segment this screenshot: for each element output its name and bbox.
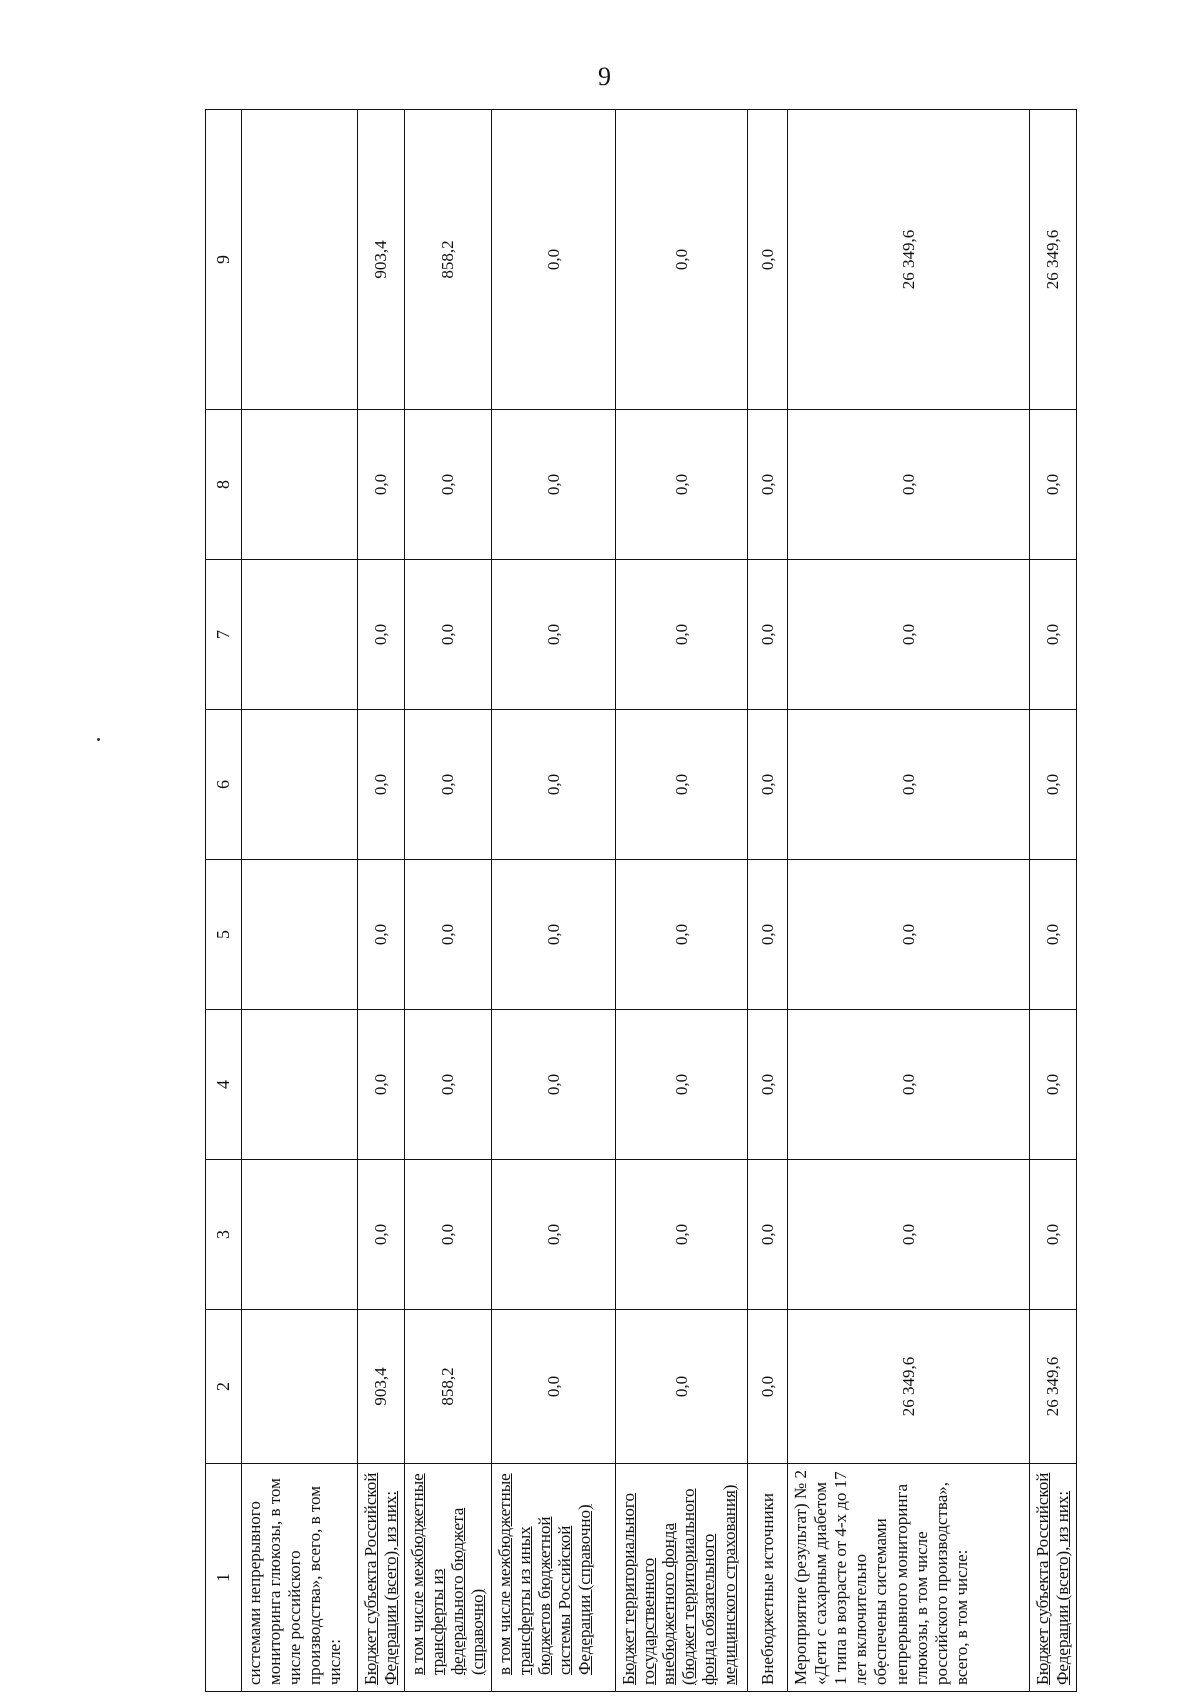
table-cell (242, 710, 358, 860)
table-cell: 0,0 (616, 860, 748, 1010)
table-cell: 0,0 (358, 860, 405, 1010)
table-cell: 0,0 (788, 1160, 1030, 1310)
table-cell (242, 410, 358, 560)
table-cell: 0,0 (358, 410, 405, 560)
table-row (616, 110, 748, 1692)
table-cell: 0,0 (616, 410, 748, 560)
row-label: Мероприятие (результат) № 2 «Дети с сахарным диабетом 1 типа в возрасте от 4-х до 17 лет включительно обеспечены системами непрерывного мониторинга глюкозы, в том числе российского производства», всего, в том числе: (788, 1464, 1030, 1692)
table-cell: 0,0 (492, 1010, 616, 1160)
table-cell: 26 349,6 (1030, 1310, 1077, 1464)
table-cell: 0,0 (748, 1160, 788, 1310)
table-cell: 26 349,6 (788, 1310, 1030, 1464)
table-header-row (206, 110, 242, 1692)
table-cell: 0,0 (748, 1310, 788, 1464)
table-cell: 0,0 (788, 1010, 1030, 1160)
table-cell: 0,0 (1030, 410, 1077, 560)
table-cell (242, 110, 358, 410)
table-cell (242, 1160, 358, 1310)
table-cell: 0,0 (358, 560, 405, 710)
column-header: 7 (206, 560, 242, 710)
table-cell: 0,0 (1030, 860, 1077, 1010)
table-cell: 0,0 (788, 710, 1030, 860)
table-cell (242, 1310, 358, 1464)
table-cell: 0,0 (616, 710, 748, 860)
column-header: 2 (206, 1310, 242, 1464)
table-cell: 0,0 (616, 1160, 748, 1310)
table-cell: 0,0 (405, 410, 492, 560)
row-label: Внебюджетные источники (748, 1464, 788, 1692)
table-cell: 0,0 (748, 410, 788, 560)
table-cell: 0,0 (748, 860, 788, 1010)
table-cell: 0,0 (492, 860, 616, 1010)
budget-table (205, 109, 1077, 1692)
rotated-table-wrapper (205, 110, 1073, 1692)
table-cell: 0,0 (492, 1160, 616, 1310)
table-cell: 0,0 (492, 410, 616, 560)
table-cell: 26 349,6 (1030, 110, 1077, 410)
table-cell: 0,0 (1030, 1010, 1077, 1160)
table-cell: 0,0 (358, 1010, 405, 1160)
table-cell (242, 560, 358, 710)
column-header: 8 (206, 410, 242, 560)
table-row (788, 110, 1030, 1692)
table-cell: 0,0 (492, 560, 616, 710)
row-label: в том числе межбюджетные трансферты из иных бюджетов бюджетной системы Российской Федерации (справочно) (492, 1464, 616, 1692)
table-cell: 0,0 (405, 560, 492, 710)
table-cell: 0,0 (1030, 710, 1077, 860)
column-header: 1 (206, 1464, 242, 1692)
row-label: системами непрерывного мониторинга глюкозы, в том числе российского производства», всего, в том числе: (242, 1464, 358, 1692)
table-row (1030, 110, 1077, 1692)
table-cell: 0,0 (788, 560, 1030, 710)
table-cell: 0,0 (616, 560, 748, 710)
row-label: Бюджет субъекта Российской Федерации (всего), из них: (1030, 1464, 1077, 1692)
table-cell (242, 1010, 358, 1160)
column-header: 5 (206, 860, 242, 1010)
table-cell: 0,0 (492, 710, 616, 860)
row-label: в том числе межбюджетные трансферты из федерального бюджета (справочно) (405, 1464, 492, 1692)
table-cell: 0,0 (492, 1310, 616, 1464)
row-label: Бюджет субъекта Российской Федерации (всего), из них: (358, 1464, 405, 1692)
table-cell: 0,0 (748, 1010, 788, 1160)
table-cell: 903,4 (358, 110, 405, 410)
table-cell: 0,0 (616, 1010, 748, 1160)
table-cell: 858,2 (405, 1310, 492, 1464)
table-cell (242, 860, 358, 1010)
table-cell: 0,0 (405, 1160, 492, 1310)
table-cell: 0,0 (405, 1010, 492, 1160)
table-cell: 0,0 (616, 110, 748, 410)
page-number: 9 (598, 62, 611, 91)
column-header: 6 (206, 710, 242, 860)
column-header: 3 (206, 1160, 242, 1310)
table-cell: 0,0 (616, 1310, 748, 1464)
table-cell: 0,0 (405, 860, 492, 1010)
scan-speck (97, 738, 100, 741)
table-cell: 0,0 (405, 710, 492, 860)
table-cell: 0,0 (492, 110, 616, 410)
column-header: 4 (206, 1010, 242, 1160)
table-cell: 26 349,6 (788, 110, 1030, 410)
table-row (242, 110, 358, 1692)
table-cell: 903,4 (358, 1310, 405, 1464)
table-cell: 0,0 (748, 110, 788, 410)
table-cell: 0,0 (1030, 560, 1077, 710)
table-cell: 0,0 (358, 710, 405, 860)
table-row (748, 110, 788, 1692)
table-cell: 0,0 (1030, 1160, 1077, 1310)
table-cell: 0,0 (748, 710, 788, 860)
table-row (492, 110, 616, 1692)
table-row (405, 110, 492, 1692)
table-cell: 0,0 (788, 410, 1030, 560)
table-cell: 0,0 (788, 860, 1030, 1010)
table-cell: 858,2 (405, 110, 492, 410)
table-cell: 0,0 (358, 1160, 405, 1310)
row-label: Бюджет территориального государственного внебюджетного фонда (бюджет территориального фонда обязательного медицинского страхования) (616, 1464, 748, 1692)
table-row (358, 110, 405, 1692)
column-header: 9 (206, 110, 242, 410)
table-cell: 0,0 (748, 560, 788, 710)
